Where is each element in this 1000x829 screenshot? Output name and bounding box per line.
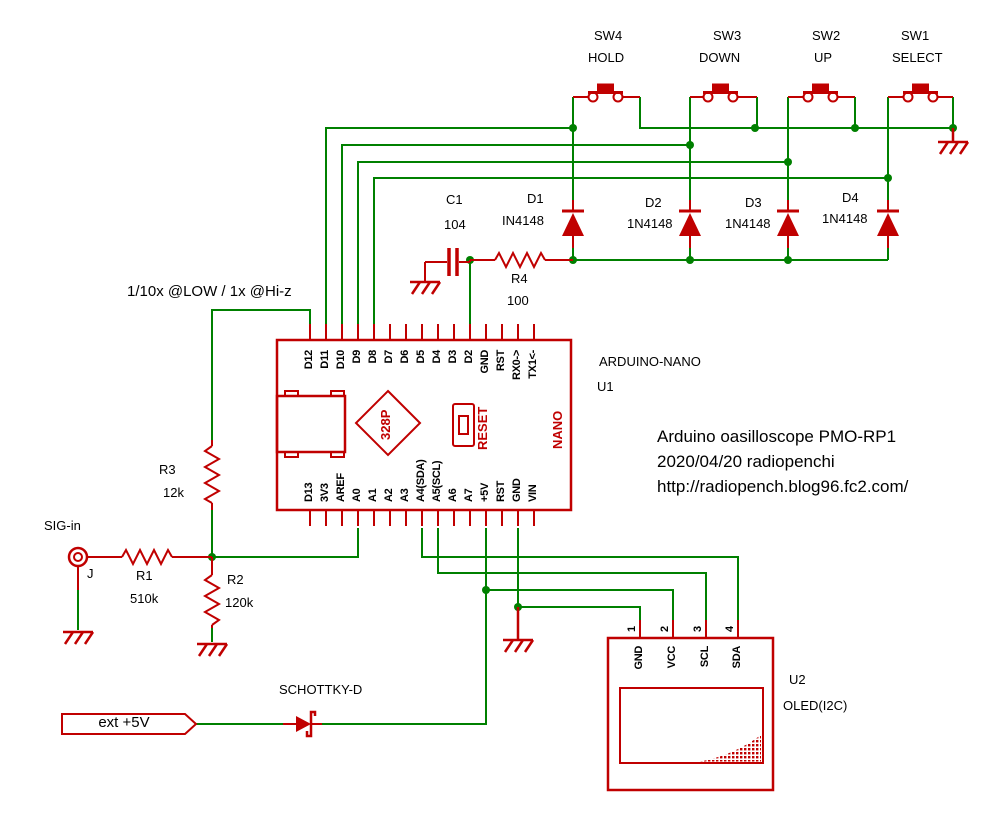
oled-pin1-num: 1 bbox=[626, 626, 638, 632]
resistor-r2-symbol bbox=[205, 557, 219, 628]
r3-val: 12k bbox=[163, 485, 184, 500]
pin-rst-top: RST bbox=[495, 350, 507, 372]
pin-3v3: 3V3 bbox=[319, 483, 331, 502]
pin-aref: AREF bbox=[335, 473, 347, 502]
pin-d5: D5 bbox=[415, 350, 427, 364]
pin-d4: D4 bbox=[431, 350, 443, 364]
pin-a3: A3 bbox=[399, 488, 411, 502]
pin-a4: A4(SDA) bbox=[415, 459, 427, 502]
wire-net-group bbox=[78, 97, 953, 724]
pin-a7: A7 bbox=[463, 488, 475, 502]
pin-gnd-top: GND bbox=[479, 350, 491, 374]
switch-sw3-symbol bbox=[690, 85, 757, 102]
diode-d4-symbol bbox=[877, 200, 899, 248]
resistor-r4-symbol bbox=[470, 253, 573, 267]
d4-ref: D4 bbox=[842, 190, 859, 205]
d3-ref: D3 bbox=[745, 195, 762, 210]
sig-in-connector-symbol bbox=[69, 548, 87, 590]
sw3-ref: SW3 bbox=[713, 28, 742, 43]
title-line3: http://radiopench.blog96.fc2.com/ bbox=[657, 477, 909, 496]
title-line2: 2020/04/20 radiopenchi bbox=[657, 452, 835, 471]
c1-ref: C1 bbox=[446, 192, 463, 207]
d2-part: 1N4148 bbox=[627, 216, 673, 231]
pin-a5: A5(SCL) bbox=[431, 460, 443, 502]
attenuation-note: 1/10x @LOW / 1x @Hi-z bbox=[127, 283, 292, 300]
pin-rx0: RX0-> bbox=[511, 350, 523, 380]
oled-pin2-num: 2 bbox=[659, 626, 671, 632]
sw1-label: SELECT bbox=[892, 50, 943, 65]
c1-val: 104 bbox=[444, 217, 466, 232]
usb-connector-symbol bbox=[277, 391, 345, 457]
pin-d11: D11 bbox=[319, 350, 331, 369]
pin-d13: D13 bbox=[303, 482, 315, 502]
reset-button-symbol bbox=[453, 404, 474, 446]
schottky-diode-symbol bbox=[283, 712, 322, 736]
oled-pin4-num: 4 bbox=[724, 626, 736, 632]
wire-d12-divider bbox=[212, 310, 358, 557]
oled-pin-scl: SCL bbox=[699, 646, 711, 668]
d2-ref: D2 bbox=[645, 195, 662, 210]
resistor-r1-symbol bbox=[87, 550, 212, 564]
switch-sw1-symbol bbox=[888, 85, 953, 102]
pin-d7: D7 bbox=[383, 350, 395, 364]
nano-brand-label: NANO bbox=[550, 410, 565, 449]
oled-label: OLED(I2C) bbox=[783, 698, 848, 713]
oled-pin-sda: SDA bbox=[731, 646, 743, 669]
r2-val: 120k bbox=[225, 595, 254, 610]
pin-d9: D9 bbox=[351, 350, 363, 364]
mcu-chip-label: 328P bbox=[378, 409, 393, 440]
ground-symbols bbox=[63, 128, 968, 656]
pin-gnd-bottom: GND bbox=[511, 478, 523, 502]
sw3-label: DOWN bbox=[699, 50, 741, 65]
d4-part: 1N4148 bbox=[822, 211, 868, 226]
r2-ref: R2 bbox=[227, 572, 244, 587]
pin-d8: D8 bbox=[367, 350, 379, 364]
pin-d12: D12 bbox=[303, 350, 315, 370]
sw1-ref: SW1 bbox=[901, 28, 930, 43]
oled-waveform-ramp bbox=[700, 735, 761, 762]
d1-ref: D1 bbox=[527, 191, 544, 206]
ext5v-net-label: ext +5V bbox=[98, 714, 150, 731]
diode-d3-symbol bbox=[777, 200, 799, 248]
d3-part: 1N4148 bbox=[725, 216, 771, 231]
r1-val: 510k bbox=[130, 591, 159, 606]
r4-ref: R4 bbox=[511, 271, 528, 286]
pin-tx1: TX1<- bbox=[527, 350, 539, 379]
oled-pin3-num: 3 bbox=[692, 626, 704, 632]
pin-vin: VIN bbox=[527, 484, 539, 502]
capacitor-c1-symbol bbox=[425, 248, 470, 282]
oled-pin-gnd: GND bbox=[633, 646, 645, 670]
schottky-label: SCHOTTKY-D bbox=[279, 682, 363, 697]
pin-d10: D10 bbox=[335, 350, 347, 370]
sw4-ref: SW4 bbox=[594, 28, 623, 43]
d1-part: IN4148 bbox=[502, 213, 544, 228]
arduino-ref: U1 bbox=[597, 379, 614, 394]
diode-d1-symbol bbox=[562, 200, 584, 248]
arduino-name: ARDUINO-NANO bbox=[599, 354, 701, 369]
pin-d3: D3 bbox=[447, 350, 459, 364]
diode-d2-symbol bbox=[679, 200, 701, 248]
pin-d2: D2 bbox=[463, 350, 475, 364]
sw2-label: UP bbox=[814, 50, 833, 65]
pin-a1: A1 bbox=[367, 488, 379, 502]
pin-d6: D6 bbox=[399, 350, 411, 364]
j-ref: J bbox=[87, 566, 94, 581]
pin-a0: A0 bbox=[351, 488, 363, 502]
oled-pin-vcc: VCC bbox=[666, 646, 678, 669]
title-line1: Arduino oasilloscope PMO-RP1 bbox=[657, 427, 897, 446]
r3-ref: R3 bbox=[159, 462, 176, 477]
oled-ref: U2 bbox=[789, 672, 806, 687]
r1-ref: R1 bbox=[136, 568, 153, 583]
reset-label: RESET bbox=[475, 406, 490, 450]
pin-a6: A6 bbox=[447, 488, 459, 502]
r4-val: 100 bbox=[507, 293, 529, 308]
switch-sw2-symbol bbox=[788, 85, 855, 102]
sw4-label: HOLD bbox=[588, 50, 625, 65]
pin-a2: A2 bbox=[383, 488, 395, 502]
resistor-r3-symbol bbox=[205, 440, 219, 510]
pin-rst-bottom: RST bbox=[495, 480, 507, 502]
pin-5v: +5V bbox=[479, 483, 491, 502]
switch-sw4-symbol bbox=[573, 85, 640, 102]
sig-in-label: SIG-in bbox=[44, 518, 81, 533]
sw2-ref: SW2 bbox=[812, 28, 841, 43]
